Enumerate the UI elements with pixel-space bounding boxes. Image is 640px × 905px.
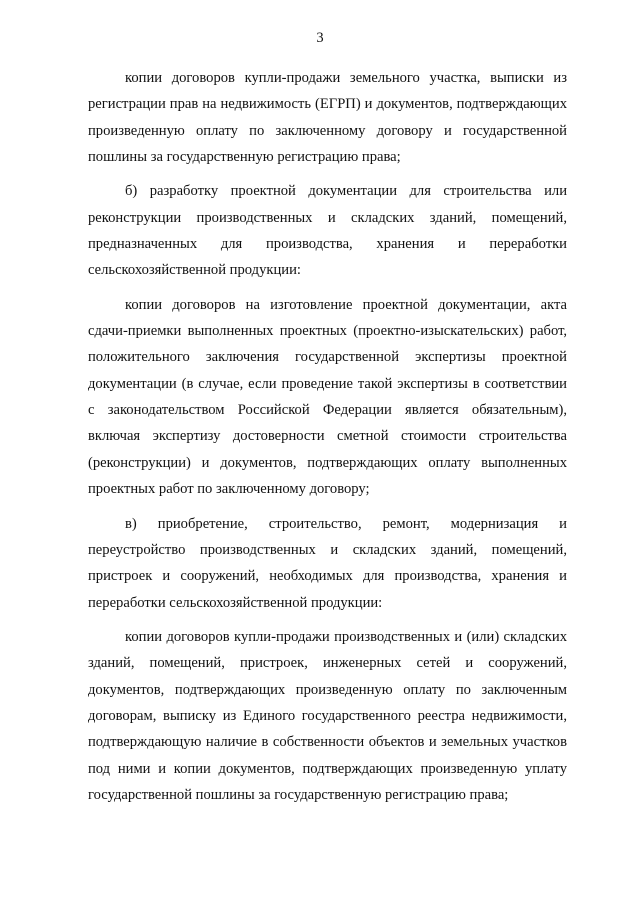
paragraph-building-purchase-documents: копии договоров купли-продажи производственных и (или) складских зданий, помещений, пристроек, инженерных сетей и сооружений, документов, подтверждающих произведенную оплату по заключенным договорам, выписку из Единого государственного реестра недвижимости, подтверждающую наличие в собственности объектов и земельных участков под ними и копии документов, подтверждающих произведенную уплату государственной пошлины за государственную регистрацию права; — [88, 628, 567, 803]
document-body — [88, 65, 567, 816]
page-number: 3 — [316, 30, 324, 46]
paragraph-v-acquisition-construction: в) приобретение, строительство, ремонт, модернизация и переустройство производственных и складских зданий, помещений, пристроек и сооружений, необходимых для производства, хранения и переработки сельскохозяйственной продукции: — [88, 515, 567, 611]
paragraph-project-contracts-copies: копии договоров на изготовление проектной документации, акта сдачи-приемки выполненных проектных (проектно-изыскательских) работ, положительного заключения государственной экспертизы проектной документации (в случае, если проведение такой экспертизы в соответствии с законодательством Российской Федерации является обязательным), включая экспертизу достоверности сметной стоимости строительства (реконструкции) и документов, подтверждающих оплату выполненных проектных работ по заключенному договору; — [88, 296, 567, 498]
paragraph-land-purchase-documents: копии договоров купли-продажи земельного участка, выписки из регистрации прав на недвижимость (ЕГРП) и документов, подтверждающих произведенную оплату по заключенному договору и государственной пошлины за государственную регистрацию права; — [88, 70, 567, 166]
paragraph-b-project-documentation: б) разработку проектной документации для строительства или реконструкции производственных и складских зданий, помещений, предназначенных для производства, хранения и переработки сельскохозяйственной продукции: — [88, 183, 567, 279]
